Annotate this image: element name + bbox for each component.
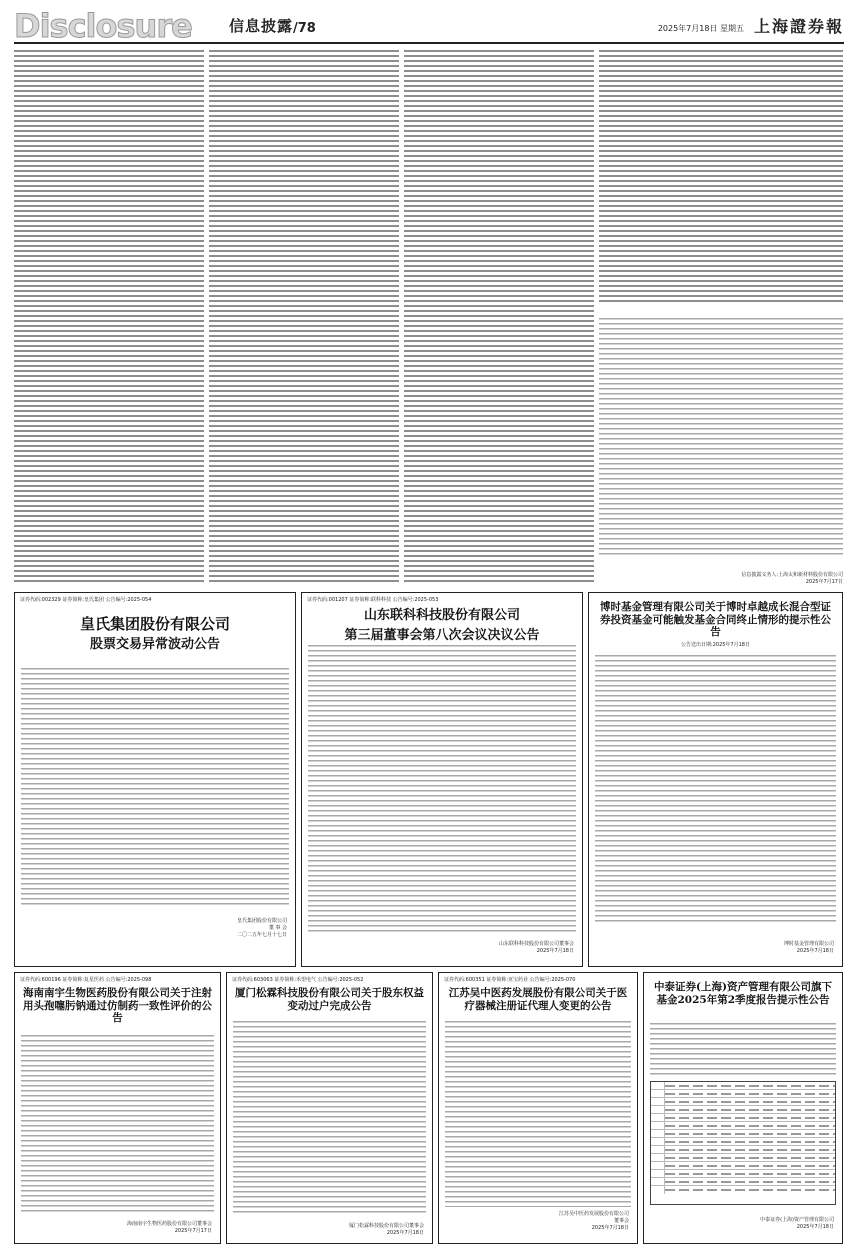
- announcement-xiamen: [226, 972, 433, 1244]
- signature-company: 江苏吴中医药发展股份有限公司: [558, 1211, 629, 1217]
- signature-company: 山东联科科技股份有限公司董事会: [498, 941, 574, 947]
- announcement-hainan: [14, 972, 221, 1244]
- table-row: [651, 1122, 835, 1130]
- announcement-signature: [237, 918, 287, 939]
- page-number: /78: [293, 21, 316, 36]
- top-signature-line1: 信息披露义务人:上海太和新材料股份有限公司: [741, 572, 843, 578]
- signature-date: 2025年7月17日: [174, 1228, 212, 1234]
- signature-date: 2025年7月18日: [796, 948, 834, 954]
- signature-board: 董事会: [613, 1218, 629, 1224]
- announcement-title: 海南南宇生物医药股份有限公司关于注射用头孢噻肟钠通过仿制药一致性评价的公告: [23, 987, 212, 1025]
- table-row: [651, 1162, 835, 1170]
- table-row: [651, 1130, 835, 1138]
- announcement-signature: [760, 1217, 834, 1231]
- announcement-date: 公告送出日期:2025年7月18日: [681, 641, 750, 648]
- announcement-signature: [784, 941, 834, 955]
- signature-date: 2025年7月18日: [386, 1230, 424, 1236]
- text-column-3: [404, 50, 594, 585]
- signature-date: 2025年7月18日: [796, 1224, 834, 1230]
- signature-date: 2025年7月18日: [536, 948, 574, 954]
- table-row: [651, 1138, 835, 1146]
- text-column-1: [14, 50, 204, 585]
- announcement-meta: 证券代码:603063 证券简称:禾望电气 公告编号:2025-052: [232, 977, 364, 983]
- announcement-body: [445, 1021, 631, 1207]
- announcement-body: [650, 1023, 836, 1075]
- section-title: 信息披露: [229, 17, 294, 35]
- table-row: [651, 1178, 835, 1186]
- fund-list-table: [650, 1081, 836, 1205]
- issue-date: 2025年7月18日 星期五: [657, 24, 744, 33]
- announcement-body: [21, 668, 289, 908]
- signature-company: 中泰证券(上海)资产管理有限公司: [760, 1217, 834, 1223]
- table-row: [651, 1082, 835, 1090]
- announcement-body: [308, 645, 576, 935]
- announcement-meta: 证券代码:001207 证券简称:联科科技 公告编号:2025-053: [307, 597, 439, 603]
- announcement-title: 博时基金管理有限公司关于博时卓越成长混合型证券投资基金可能触发基金合同终止情形的提示性公告: [600, 601, 831, 639]
- table-row: [651, 1090, 835, 1098]
- table-row: [651, 1170, 835, 1178]
- masthead: [14, 7, 844, 45]
- announcement-subtitle: 第三届董事会第八次会议决议公告: [344, 627, 540, 643]
- announcement-signature: [127, 1221, 212, 1235]
- text-column-4b: [599, 318, 843, 558]
- text-column-4: [599, 50, 843, 305]
- newspaper-name: 上海證券報: [753, 17, 844, 36]
- announcement-meta: 证券代码:600196 证券简称:复星医药 公告编号:2025-098: [20, 977, 152, 983]
- table-row: [651, 1106, 835, 1114]
- signature-date: 2025年7月18日: [591, 1225, 629, 1231]
- announcement-signature: [349, 1223, 424, 1237]
- announcement-title: 山东联科科技股份有限公司: [363, 608, 520, 623]
- signature-company: 博时基金管理有限公司: [783, 941, 834, 947]
- top-signature-line2: 2025年7月17日: [805, 579, 843, 585]
- brand-wordmark: Disclosure: [14, 7, 192, 45]
- announcement-signature: [499, 941, 574, 955]
- announcement-jiangsu: [438, 972, 638, 1244]
- signature-board: 董 事 会: [268, 925, 287, 931]
- signature-company: 厦门松霖科技股份有限公司董事会: [348, 1223, 424, 1229]
- top-article-signature: [741, 572, 843, 586]
- table-row: [651, 1186, 835, 1194]
- table-row: [651, 1114, 835, 1122]
- announcement-meta: 证券代码:600351 证券简称:亚宝药业 公告编号:2025-070: [444, 977, 576, 983]
- announcement-body: [21, 1035, 214, 1213]
- table-row: [651, 1098, 835, 1106]
- table-row: [651, 1146, 835, 1154]
- announcement-shandong: [301, 592, 583, 967]
- table-row: [651, 1154, 835, 1162]
- announcement-body: [595, 655, 836, 925]
- announcement-meta: 证券代码:002329 证券简称:皇氏集团 公告编号:2025-054: [20, 597, 152, 603]
- signature-company: 海南南宇生物医药股份有限公司董事会: [126, 1221, 212, 1227]
- announcement-body: [233, 1021, 426, 1213]
- text-column-2: [209, 50, 399, 585]
- announcement-huangshi: [14, 592, 296, 967]
- signature-date: 二〇二五年七月十七日: [236, 932, 287, 938]
- announcement-title: 中泰证券(上海)资产管理有限公司旗下基金2025年第2季度报告提示性公告: [654, 981, 832, 1006]
- announcement-bohai: [588, 592, 843, 967]
- announcement-zhongtai: [643, 972, 843, 1244]
- announcement-title: 厦门松霖科技股份有限公司关于股东权益变动过户完成公告: [235, 987, 424, 1012]
- signature-company: 皇氏集团股份有限公司: [236, 918, 287, 924]
- announcement-subtitle: 股票交易异常波动公告: [89, 637, 220, 652]
- announcement-signature: [559, 1211, 629, 1232]
- announcement-title: 皇氏集团股份有限公司: [79, 615, 230, 633]
- announcement-title: 江苏吴中医药发展股份有限公司关于医疗器械注册证代理人变更的公告: [448, 987, 628, 1012]
